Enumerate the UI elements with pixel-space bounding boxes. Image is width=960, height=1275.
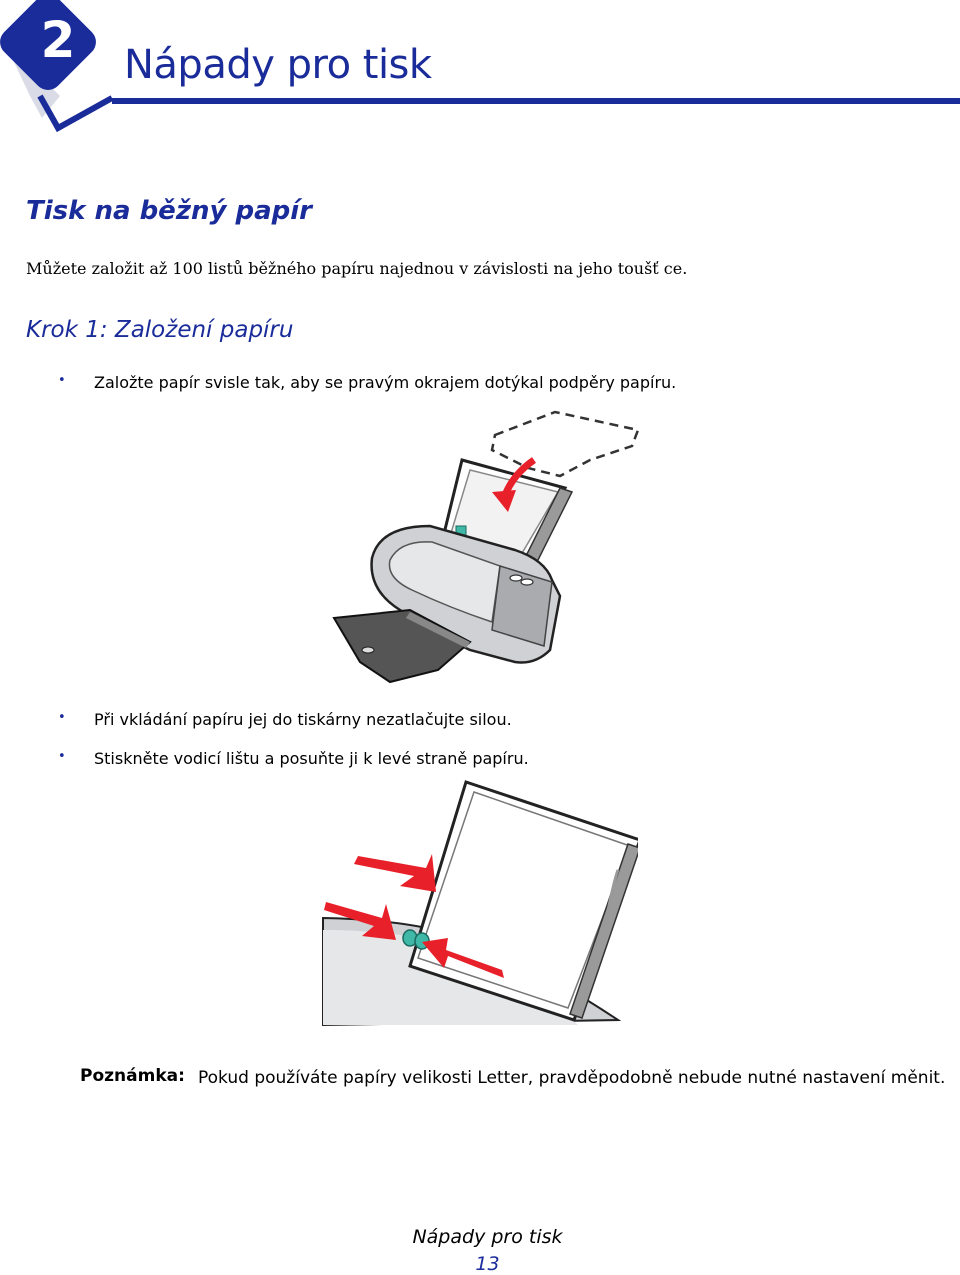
bullet-icon: •: [58, 373, 66, 388]
header-rule: [112, 98, 960, 104]
note-text: Pokud používáte papíry velikosti Letter, pravděpodobně nebude nutné nastavení měnit.: [198, 1068, 946, 1088]
intro-paragraph: Můžete založit až 100 listů běžného papíru najednou v závislosti na jeho toušť ce.: [26, 259, 688, 278]
bullet-icon: •: [58, 710, 66, 725]
paper-guide-illustration: [318, 780, 638, 1030]
bullet-text: Stiskněte vodicí lištu a posuňte ji k levé straně papíru.: [94, 749, 529, 768]
section-heading: Tisk na běžný papír: [26, 196, 312, 226]
chapter-title: Nápady pro tisk: [124, 42, 432, 88]
bullet-text: Při vkládání papíru jej do tiskárny nezatlačujte silou.: [94, 710, 512, 729]
bullet-text: Založte papír svisle tak, aby se pravým okrajem dotýkal podpěry papíru.: [94, 373, 677, 392]
chapter-number: 2: [40, 11, 76, 69]
step-heading: Krok 1: Založení papíru: [26, 317, 294, 343]
printer-loading-illustration: [320, 400, 650, 695]
footer-title: Nápady pro tisk: [412, 1226, 563, 1248]
page-number: 13: [475, 1253, 500, 1275]
note-label: Poznámka:: [80, 1066, 185, 1086]
bullet-icon: •: [58, 749, 66, 764]
